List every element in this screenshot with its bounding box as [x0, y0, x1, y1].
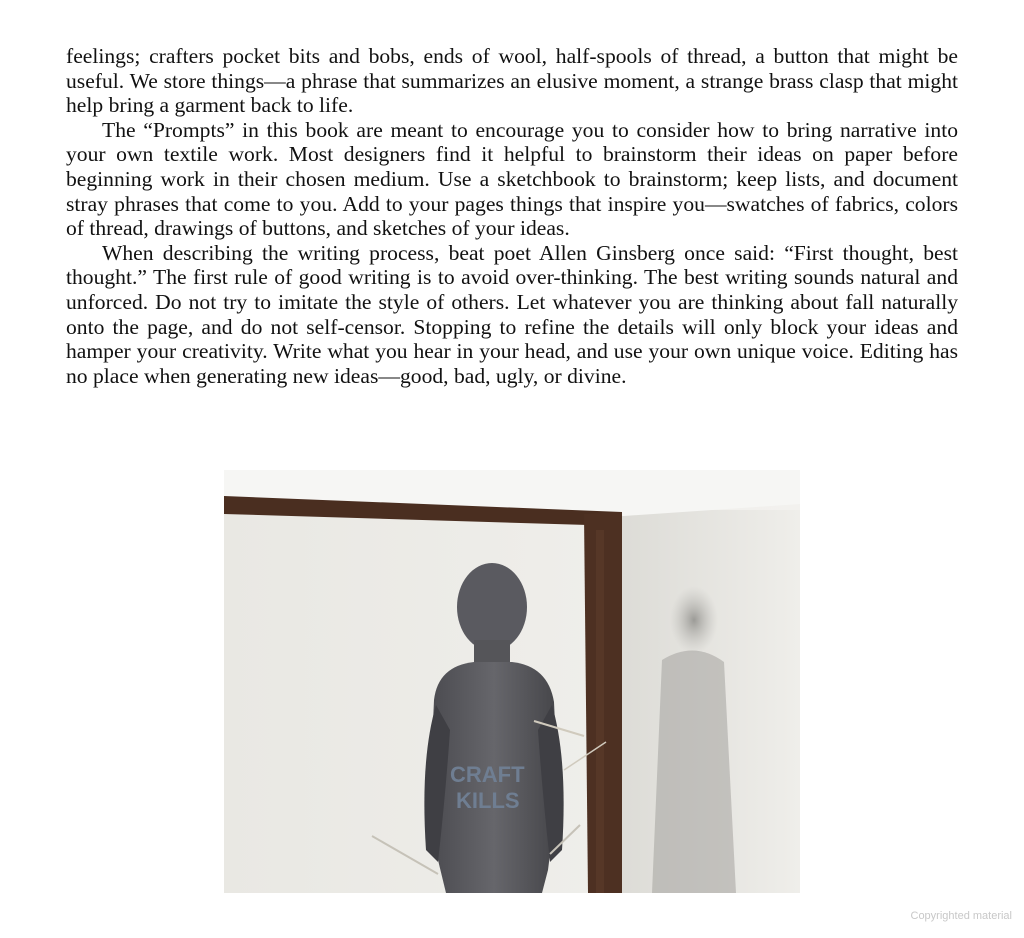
body-text	[66, 44, 958, 388]
knitted-figure-photo	[224, 470, 800, 893]
photo-illustration	[224, 470, 800, 893]
copyright-watermark: Copyrighted material	[910, 910, 1012, 922]
paragraph-continued: feelings; crafters pocket bits and bobs, ends of wool, half-spools of thread, a button that might be useful. We store things—a phrase that summarizes an elusive moment, a strange brass clasp that might help bring a garment back to life.	[66, 44, 958, 118]
sweater-text-kills: KILLS	[456, 788, 520, 813]
paragraph-prompts: The “Prompts” in this book are meant to encourage you to consider how to bring narrative into your own textile work. Most designers find it helpful to brainstorm their ideas on paper before beginning work in their chosen medium. Use a sketchbook to brainstorm; keep lists, and document stray phrases that come to you. Add to your pages things that inspire you—swatches of fabrics, colors of thread, drawings of buttons, and sketches of your ideas.	[66, 117, 958, 241]
sweater-text-craft: CRAFT	[450, 762, 525, 787]
figure-shadow-head	[670, 586, 718, 654]
figure-shadow-body	[652, 650, 736, 893]
paragraph-ginsberg: When describing the writing process, beat poet Allen Ginsberg once said: “First thought, best thought.” The first rule of good writing is to avoid over-thinking. The best writing sounds natural and unforced. Do not try to imitate the style of others. Let whatever you are thinking about fall naturally onto the page, and do not self-censor. Stopping to refine the details will only block your ideas and hamper your creativity. Write what you hear in your head, and use your own unique voice. Editing has no place when generating new ideas—good, bad, ugly, or divine.	[66, 240, 958, 388]
